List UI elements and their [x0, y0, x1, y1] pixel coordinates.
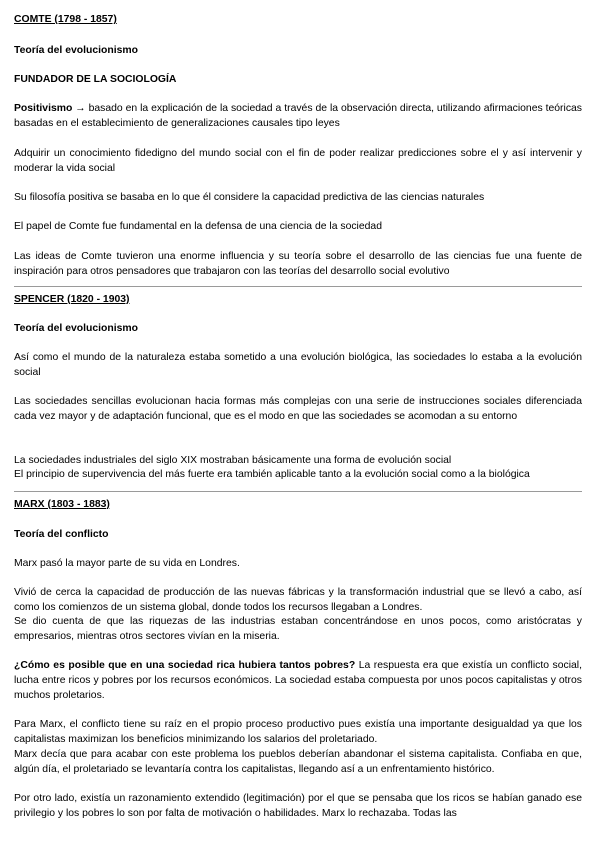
- comte-paragraph-4: Las ideas de Comte tuvieron una enorme influencia y su teoría sobre el desarrollo de las ciencias fue una fuente de inspiración para otros pensadores que trabajaron con las teorías del desarrollo social evolutivo: [14, 251, 582, 277]
- spencer-paragraph-3: La sociedades industriales del siglo XIX mostraban básicamente una forma de evolución social: [14, 455, 452, 466]
- comte-positivism-paragraph: [14, 101, 582, 131]
- marx-paragraph-6: Por otro lado, existía un razonamiento extendido (legitimación) por el que se pensaba que los ricos se habían ganado ese privilegio y los pobres lo son por falta de motivación o habilidades. Marx lo rechazaba. Todas las: [14, 793, 582, 819]
- section-divider: [14, 286, 582, 287]
- marx-title: MARX (1803 - 1883): [14, 499, 110, 510]
- section-divider: [14, 491, 582, 492]
- marx-paragraph-5: Marx decía que para acabar con este problema los pueblos deberían abandonar el sistema capitalista. Confiaba en que, algún día, el proletariado se levantaría contra los capitalistas, llegando así a un enfrentamiento histórico.: [14, 749, 582, 775]
- spencer-paragraph-4: El principio de supervivencia del más fuerte era también aplicable tanto a la evolución social como a la biológica: [14, 469, 530, 480]
- marx-paragraph-1: Marx pasó la mayor parte de su vida en Londres.: [14, 558, 240, 569]
- comte-founder-heading: FUNDADOR DE LA SOCIOLOGÍA: [14, 74, 177, 85]
- comte-paragraph-1: Adquirir un conocimiento fidedigno del mundo social con el fin de poder realizar predicciones sobre el y así intervenir y moderar la vida social: [14, 148, 582, 174]
- spencer-title: SPENCER (1820 - 1903): [14, 294, 130, 305]
- marx-question: ¿Cómo es posible que en una sociedad rica hubiera tantos pobres?: [14, 660, 356, 671]
- marx-paragraph-3: Se dio cuenta de que las riquezas de las industrias estaban concentrándose en unos pocos, como aristócratas y empresarios, mientras otros sectores vivían en la miseria.: [14, 616, 582, 642]
- marx-subtitle: Teoría del conflicto: [14, 529, 109, 540]
- positivism-term: Positivismo: [14, 103, 73, 114]
- marx-answer: La respuesta era que existía un conflicto social, lucha entre ricos y pobres por los recursos económicos. La sociedad estaba compuesta por unos pocos capitalistas y otros muchos proletarios.: [14, 660, 583, 701]
- marx-paragraph-4: Para Marx, el conflicto tiene su raíz en el propio proceso productivo pues existía una importante desigualdad ya que los capitalistas maximizan los beneficios minimizando los salarios del proletariado.: [14, 719, 582, 745]
- comte-paragraph-3: El papel de Comte fue fundamental en la defensa de una ciencia de la sociedad: [14, 221, 382, 232]
- comte-paragraph-2: Su filosofía positiva se basaba en lo que él considere la capacidad predictiva de las ciencias naturales: [14, 192, 485, 203]
- marx-paragraph-2: Vivió de cerca la capacidad de producción de las nuevas fábricas y la transformación industrial que se llevó a cabo, así como los comienzos de un sistema global, donde todos los recursos llegaban a Londres.: [14, 587, 582, 613]
- spencer-paragraph-1: Así como el mundo de la naturaleza estaba sometido a una evolución biológica, las sociedades lo estaba a la evolución social: [14, 352, 582, 378]
- positivism-definition: → basado en la explicación de la sociedad a través de la observación directa, utilizando afirmaciones teóricas basadas en el establecimiento de generalizaciones causales tipo leyes: [14, 103, 582, 129]
- spencer-subtitle: Teoría del evolucionismo: [14, 323, 138, 334]
- comte-title: COMTE (1798 - 1857): [14, 14, 117, 25]
- comte-subtitle: Teoría del evolucionismo: [14, 45, 138, 56]
- spencer-paragraph-2: Las sociedades sencillas evolucionan hacia formas más complejas con una serie de instrucciones sociales diferenciada cada vez mayor y de adaptación funcional, que es el modo en que las sociedades se acomodan a su entorno: [14, 396, 582, 422]
- marx-question-paragraph: [14, 658, 582, 703]
